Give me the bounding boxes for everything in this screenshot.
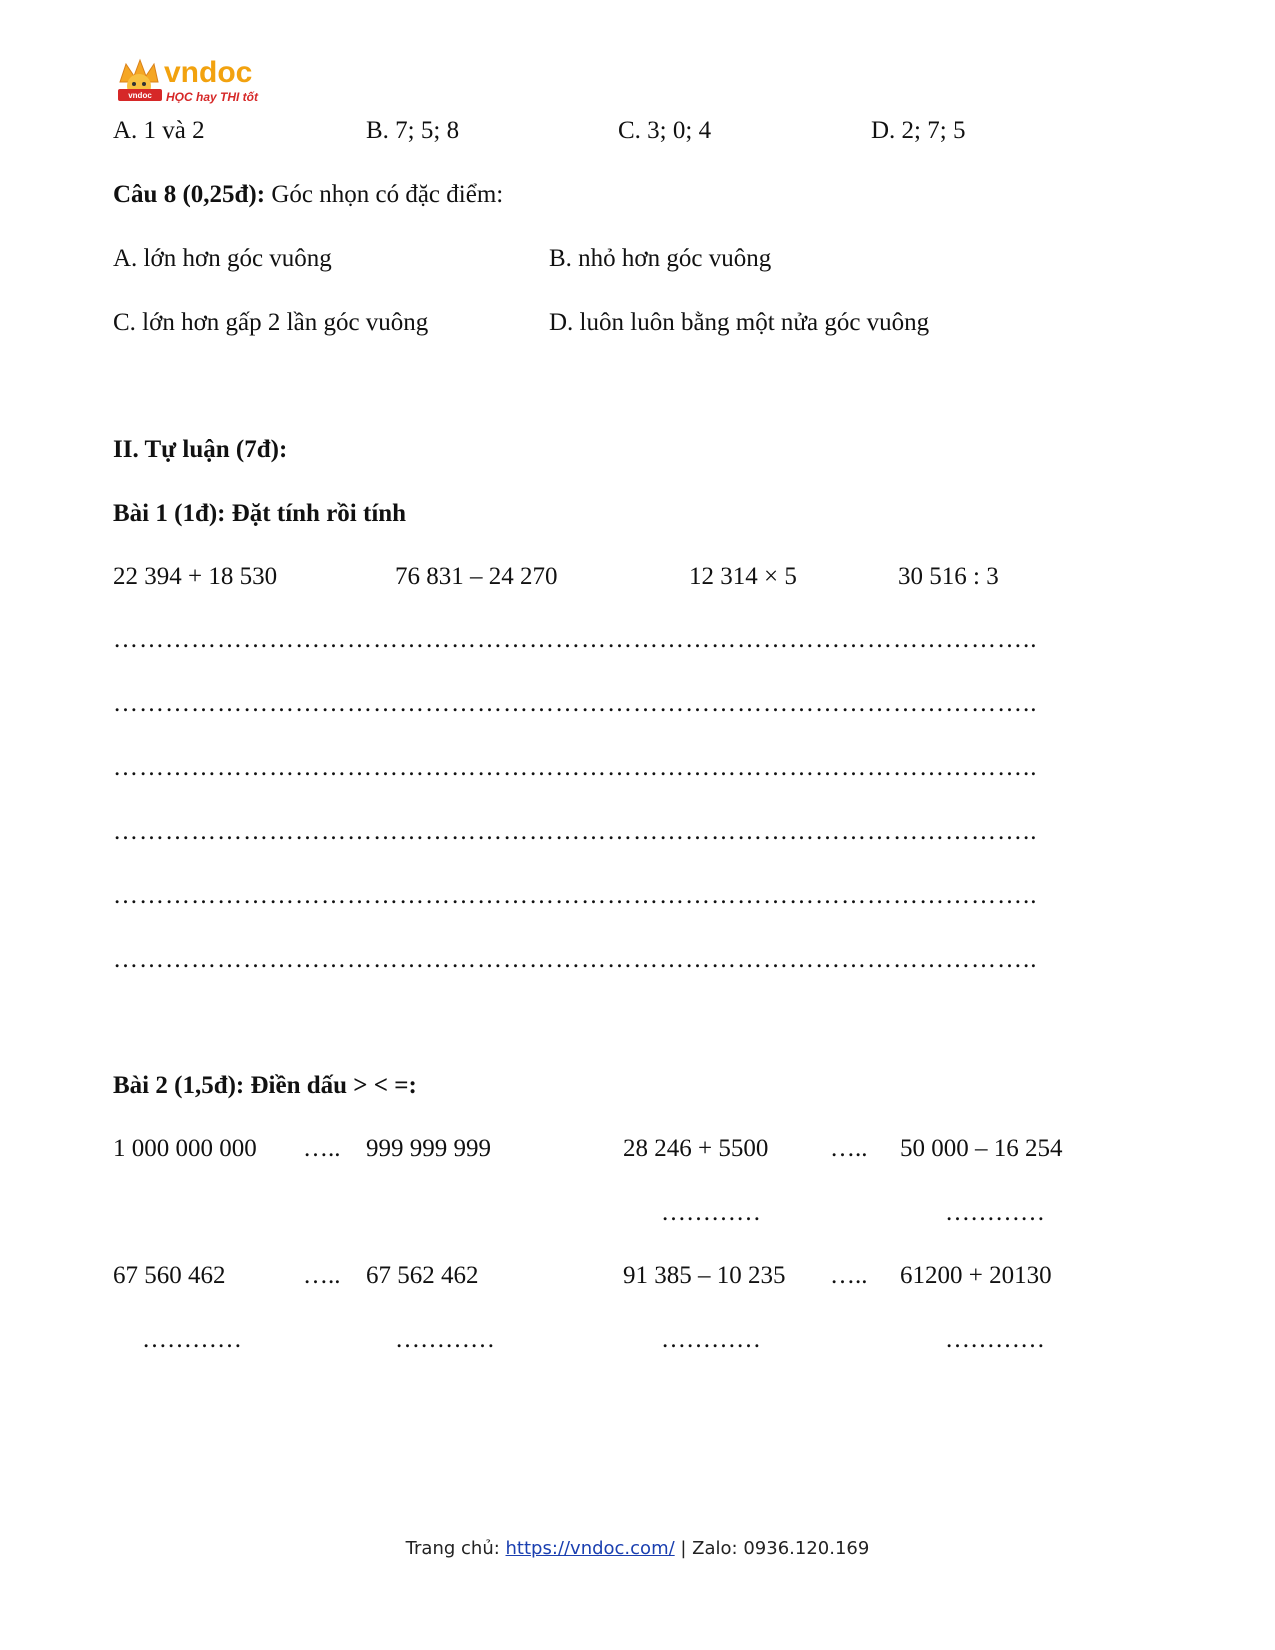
bai2-row1-right-a: 999 999 999: [366, 1135, 491, 1162]
bai1-expression-4: 30 516 : 3: [898, 563, 999, 590]
section-2-title: II. Tự luận (7đ):: [113, 436, 288, 463]
answer-line: ……………………………………………………………………………………………..: [113, 754, 1038, 781]
bai1-expression-2: 76 831 – 24 270: [395, 563, 558, 590]
bai2-row2-left-b: 91 385 – 10 235: [623, 1262, 786, 1289]
logo-brand-text: vndoc: [164, 56, 253, 89]
q8-option-a: A. lớn hơn góc vuông: [113, 245, 332, 272]
answer-line: ……………………………………………………………………………………………..: [113, 690, 1038, 717]
footer-zalo: | Zalo: 0936.120.169: [674, 1538, 870, 1559]
bai2-work-dots: …………: [395, 1326, 495, 1353]
q8-option-b: B. nhỏ hơn góc vuông: [549, 245, 772, 272]
bai2-row2-right-a: 67 562 462: [366, 1262, 479, 1289]
q7-option-a: A. 1 và 2: [113, 117, 205, 144]
bai2-row2-blank-a: …..: [303, 1262, 341, 1289]
answer-line: ……………………………………………………………………………………………..: [113, 818, 1038, 845]
bai2-row1-blank-a: …..: [303, 1135, 341, 1162]
bai2-work-dots: …………: [661, 1326, 761, 1353]
q8-question: [113, 182, 503, 207]
bai2-row1-left-a: 1 000 000 000: [113, 1135, 257, 1162]
bai1-expression-1: 22 394 + 18 530: [113, 563, 278, 590]
bai2-row1-right-b: 50 000 – 16 254: [900, 1135, 1063, 1162]
q8-label: Câu 8 (0,25đ):: [113, 181, 266, 208]
logo-slogan: HỌC hay THI tốt: [166, 90, 258, 104]
bai2-work-dots: …………: [945, 1199, 1045, 1226]
bai2-row1-left-b: 28 246 + 5500: [623, 1135, 769, 1162]
bai2-row1-blank-b: …..: [830, 1135, 868, 1162]
bai2-title: Bài 2 (1,5đ): Điền dấu > < =:: [113, 1072, 417, 1099]
vndoc-logo: [118, 56, 268, 108]
answer-line: ……………………………………………………………………………………………..: [113, 946, 1038, 973]
svg-text:vndoc: vndoc: [128, 91, 152, 100]
footer-label: Trang chủ:: [405, 1538, 506, 1559]
bai2-work-dots: …………: [142, 1326, 242, 1353]
q7-option-c: C. 3; 0; 4: [618, 117, 712, 144]
q7-option-b: B. 7; 5; 8: [366, 117, 460, 144]
bai1-title: Bài 1 (1đ): Đặt tính rồi tính: [113, 500, 407, 527]
bai1-expression-3: 12 314 × 5: [689, 563, 797, 590]
bai2-work-dots: …………: [661, 1199, 761, 1226]
bai2-row2-left-a: 67 560 462: [113, 1262, 226, 1289]
page-footer: [0, 1538, 1275, 1559]
bai2-work-dots: …………: [945, 1326, 1045, 1353]
q8-text: Góc nhọn có đặc điểm:: [265, 181, 504, 208]
bai2-row2-blank-b: …..: [830, 1262, 868, 1289]
q8-option-c: C. lớn hơn gấp 2 lần góc vuông: [113, 309, 429, 336]
answer-line: ……………………………………………………………………………………………..: [113, 882, 1038, 909]
q8-option-d: D. luôn luôn bằng một nửa góc vuông: [549, 309, 930, 336]
bai2-row2-right-b: 61200 + 20130: [900, 1262, 1052, 1289]
q7-option-d: D. 2; 7; 5: [871, 117, 966, 144]
footer-homepage-link[interactable]: https://vndoc.com/: [505, 1538, 675, 1559]
logo-badge: [118, 89, 162, 101]
answer-line: ……………………………………………………………………………………………..: [113, 626, 1038, 653]
